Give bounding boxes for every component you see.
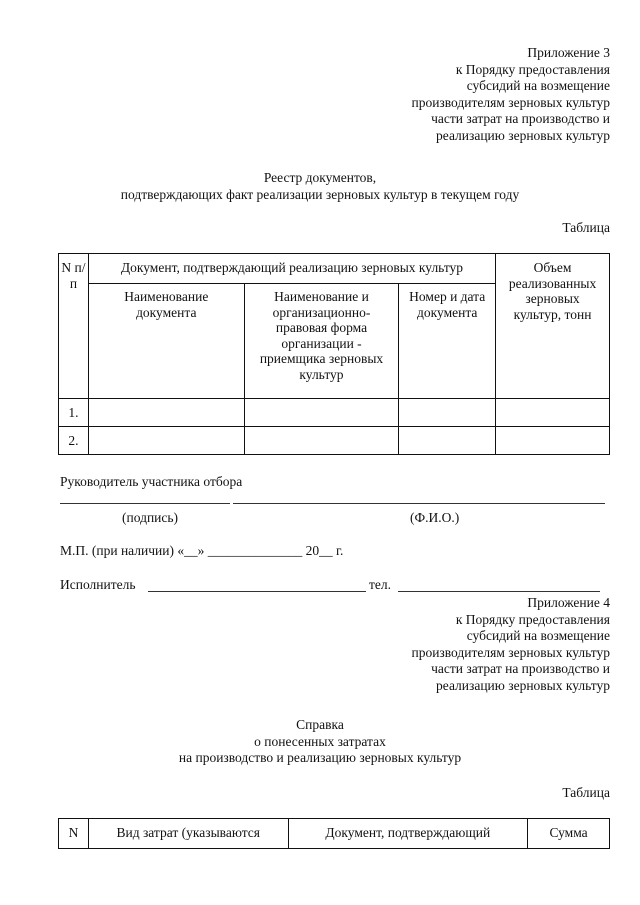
stamp-line: М.П. (при наличии) «__» ______________ 20__ г. — [60, 543, 344, 558]
col-header-document-group: Документ, подтверждающий реализацию зерновых культур — [88, 254, 495, 284]
col-header-n: N п/п — [59, 254, 89, 399]
col-header-sum: Сумма — [528, 819, 610, 849]
header-line: реализацию зерновых культур — [436, 677, 610, 693]
phone-label: тел. — [369, 577, 392, 592]
header-line: реализацию зерновых культур — [436, 127, 610, 143]
col-header-org-name: Наименование и организационно-правовая форма организации - приемщика зерновых культур — [244, 284, 399, 399]
fio-line[interactable] — [233, 503, 605, 504]
cell-number-date[interactable] — [399, 399, 496, 427]
header-line: субсидий на возмещение — [466, 628, 610, 643]
title-line: о понесенных затратах — [254, 733, 386, 749]
title-line: Справка — [296, 717, 344, 732]
cell-org-name[interactable] — [244, 427, 399, 455]
cell-volume[interactable] — [496, 427, 610, 455]
col-header-document: Документ, подтверждающий — [288, 819, 528, 849]
appendix4-title — [0, 717, 640, 767]
header-line: субсидий на возмещение — [466, 78, 610, 93]
header-line: Приложение 4 — [527, 595, 610, 610]
registry-table — [58, 253, 610, 455]
fio-caption: (Ф.И.О.) — [410, 510, 460, 525]
col-header-n: N — [59, 819, 89, 849]
appendix3-title — [0, 170, 640, 203]
col-header-number-date: Номер и дата документа — [399, 284, 496, 399]
title-line: на производство и реализацию зерновых культур — [178, 750, 462, 765]
header-line: к Порядку предоставления — [455, 611, 610, 627]
header-line: части затрат на производство и — [431, 661, 610, 676]
cell-org-name[interactable] — [244, 399, 399, 427]
header-line: к Порядку предоставления — [455, 61, 610, 77]
table-label: Таблица — [562, 220, 610, 235]
cell-volume[interactable] — [496, 399, 610, 427]
cell-doc-name[interactable] — [88, 399, 244, 427]
cell-doc-name[interactable] — [88, 427, 244, 455]
col-header-volume: Объем реализованных зерновых культур, тонн — [496, 254, 610, 399]
title-line: подтверждающих факт реализации зерновых культур в текущем году — [120, 186, 520, 202]
title-line: Реестр документов, — [263, 170, 377, 185]
header-line: части затрат на производство и — [431, 111, 610, 126]
table-row — [59, 427, 610, 455]
table-row — [59, 399, 610, 427]
cell-number-date[interactable] — [399, 427, 496, 455]
row-number: 2. — [59, 427, 89, 455]
executor-line[interactable] — [148, 591, 366, 592]
executor-label: Исполнитель — [60, 577, 136, 592]
row-number: 1. — [59, 399, 89, 427]
costs-table — [58, 818, 610, 849]
col-header-doc-name: Наименование документа — [88, 284, 244, 399]
head-label: Руководитель участника отбора — [60, 474, 243, 489]
header-line: Приложение 3 — [527, 45, 610, 60]
table-label: Таблица — [562, 785, 610, 800]
phone-line[interactable] — [398, 591, 600, 592]
signature-line[interactable] — [60, 503, 230, 504]
appendix4-header — [411, 595, 610, 694]
sign-caption: (подпись) — [122, 510, 179, 525]
header-line: производителям зерновых культур — [411, 644, 610, 660]
appendix3-header — [411, 45, 610, 144]
col-header-cost-type: Вид затрат (указываются — [88, 819, 288, 849]
header-line: производителям зерновых культур — [411, 94, 610, 110]
